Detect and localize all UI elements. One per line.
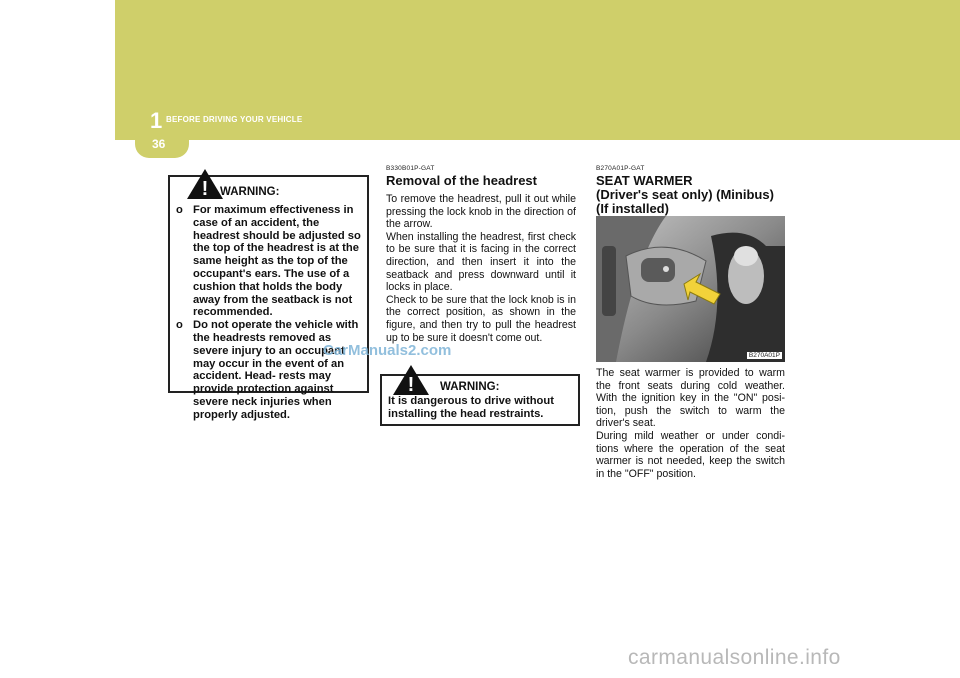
warning-item [176, 204, 363, 319]
warning-triangle-icon [186, 168, 224, 200]
seat-warmer-photo [596, 216, 785, 362]
heading-line: (If installed) [596, 201, 669, 216]
footer-watermark[interactable]: carmanualsonline.info [628, 646, 841, 669]
warning-title: WARNING: [440, 381, 500, 393]
heading-line: (Driver's seat only) (Minibus) [596, 187, 774, 202]
watermark-link[interactable]: CarManuals2.com [323, 342, 452, 359]
warning-list [176, 204, 363, 422]
paragraph: Check to be sure that the lock knob is in the correct position, as shown in the figure, and then try to pull the headrest up to be sure it doesn't come out. [386, 293, 576, 344]
bullet: o [176, 319, 183, 332]
section-code: B270A01P-GAT [596, 165, 645, 172]
headrest-section [386, 165, 576, 344]
svg-text:!: ! [201, 178, 209, 200]
paragraph: When installing the headrest, first check to be sure that it is facing in the correct direction, and then insert it into the seatback and press downward until it locks in place. [386, 230, 576, 294]
bullet: o [176, 204, 183, 216]
warning-title: WARNING: [220, 186, 280, 198]
warning-text: It is dangerous to drive without installing the head restraints. [388, 395, 554, 420]
section-heading [596, 174, 785, 216]
section-body [386, 193, 576, 344]
warning-box-middle [380, 374, 580, 426]
section-heading: Removal of the headrest [386, 173, 537, 188]
section-code: B330B01P-GAT [386, 165, 435, 172]
heading-line: SEAT WARMER [596, 173, 693, 188]
warning-item-text: Do not operate the vehicle with the headrests removed as severe injury to an occupant may occur in the event of an accident. Head- rests may provide protection against severe neck injuries when properly adjusted. [193, 319, 359, 421]
svg-text:!: ! [407, 374, 415, 396]
warning-box-left [168, 175, 369, 421]
paragraph: During mild weather or under condi- tions where the operation of the seat warmer is not needed, keep the switch in the "OFF" position. [596, 429, 785, 480]
seat-warmer-illustration [596, 216, 785, 362]
warning-triangle-icon [392, 364, 430, 396]
page-number: 36 [152, 137, 166, 151]
chapter-title: BEFORE DRIVING YOUR VEHICLE [166, 115, 303, 124]
paragraph: The seat warmer is provided to warm the front seats during cold weather. With the ignition key in the "ON" posi- tion, push the switch to warm the driver's seat. [596, 367, 785, 430]
warning-item-text: For maximum effectiveness in case of an accident, the headrest should be adjusted so the top of the headrest is at the same height as the top of the occupant's ears. The use of a cushion that holds the body away from the seatback is not recommended. [193, 204, 361, 319]
seat-warmer-body [596, 367, 785, 480]
paragraph: To remove the headrest, pull it out while pressing the lock knob in the direction of the arrow. [386, 193, 576, 231]
image-label: B270A01P [748, 352, 780, 359]
chapter-number: 1 [150, 108, 163, 133]
seat-warmer-section [596, 165, 785, 216]
warning-item [176, 319, 363, 421]
